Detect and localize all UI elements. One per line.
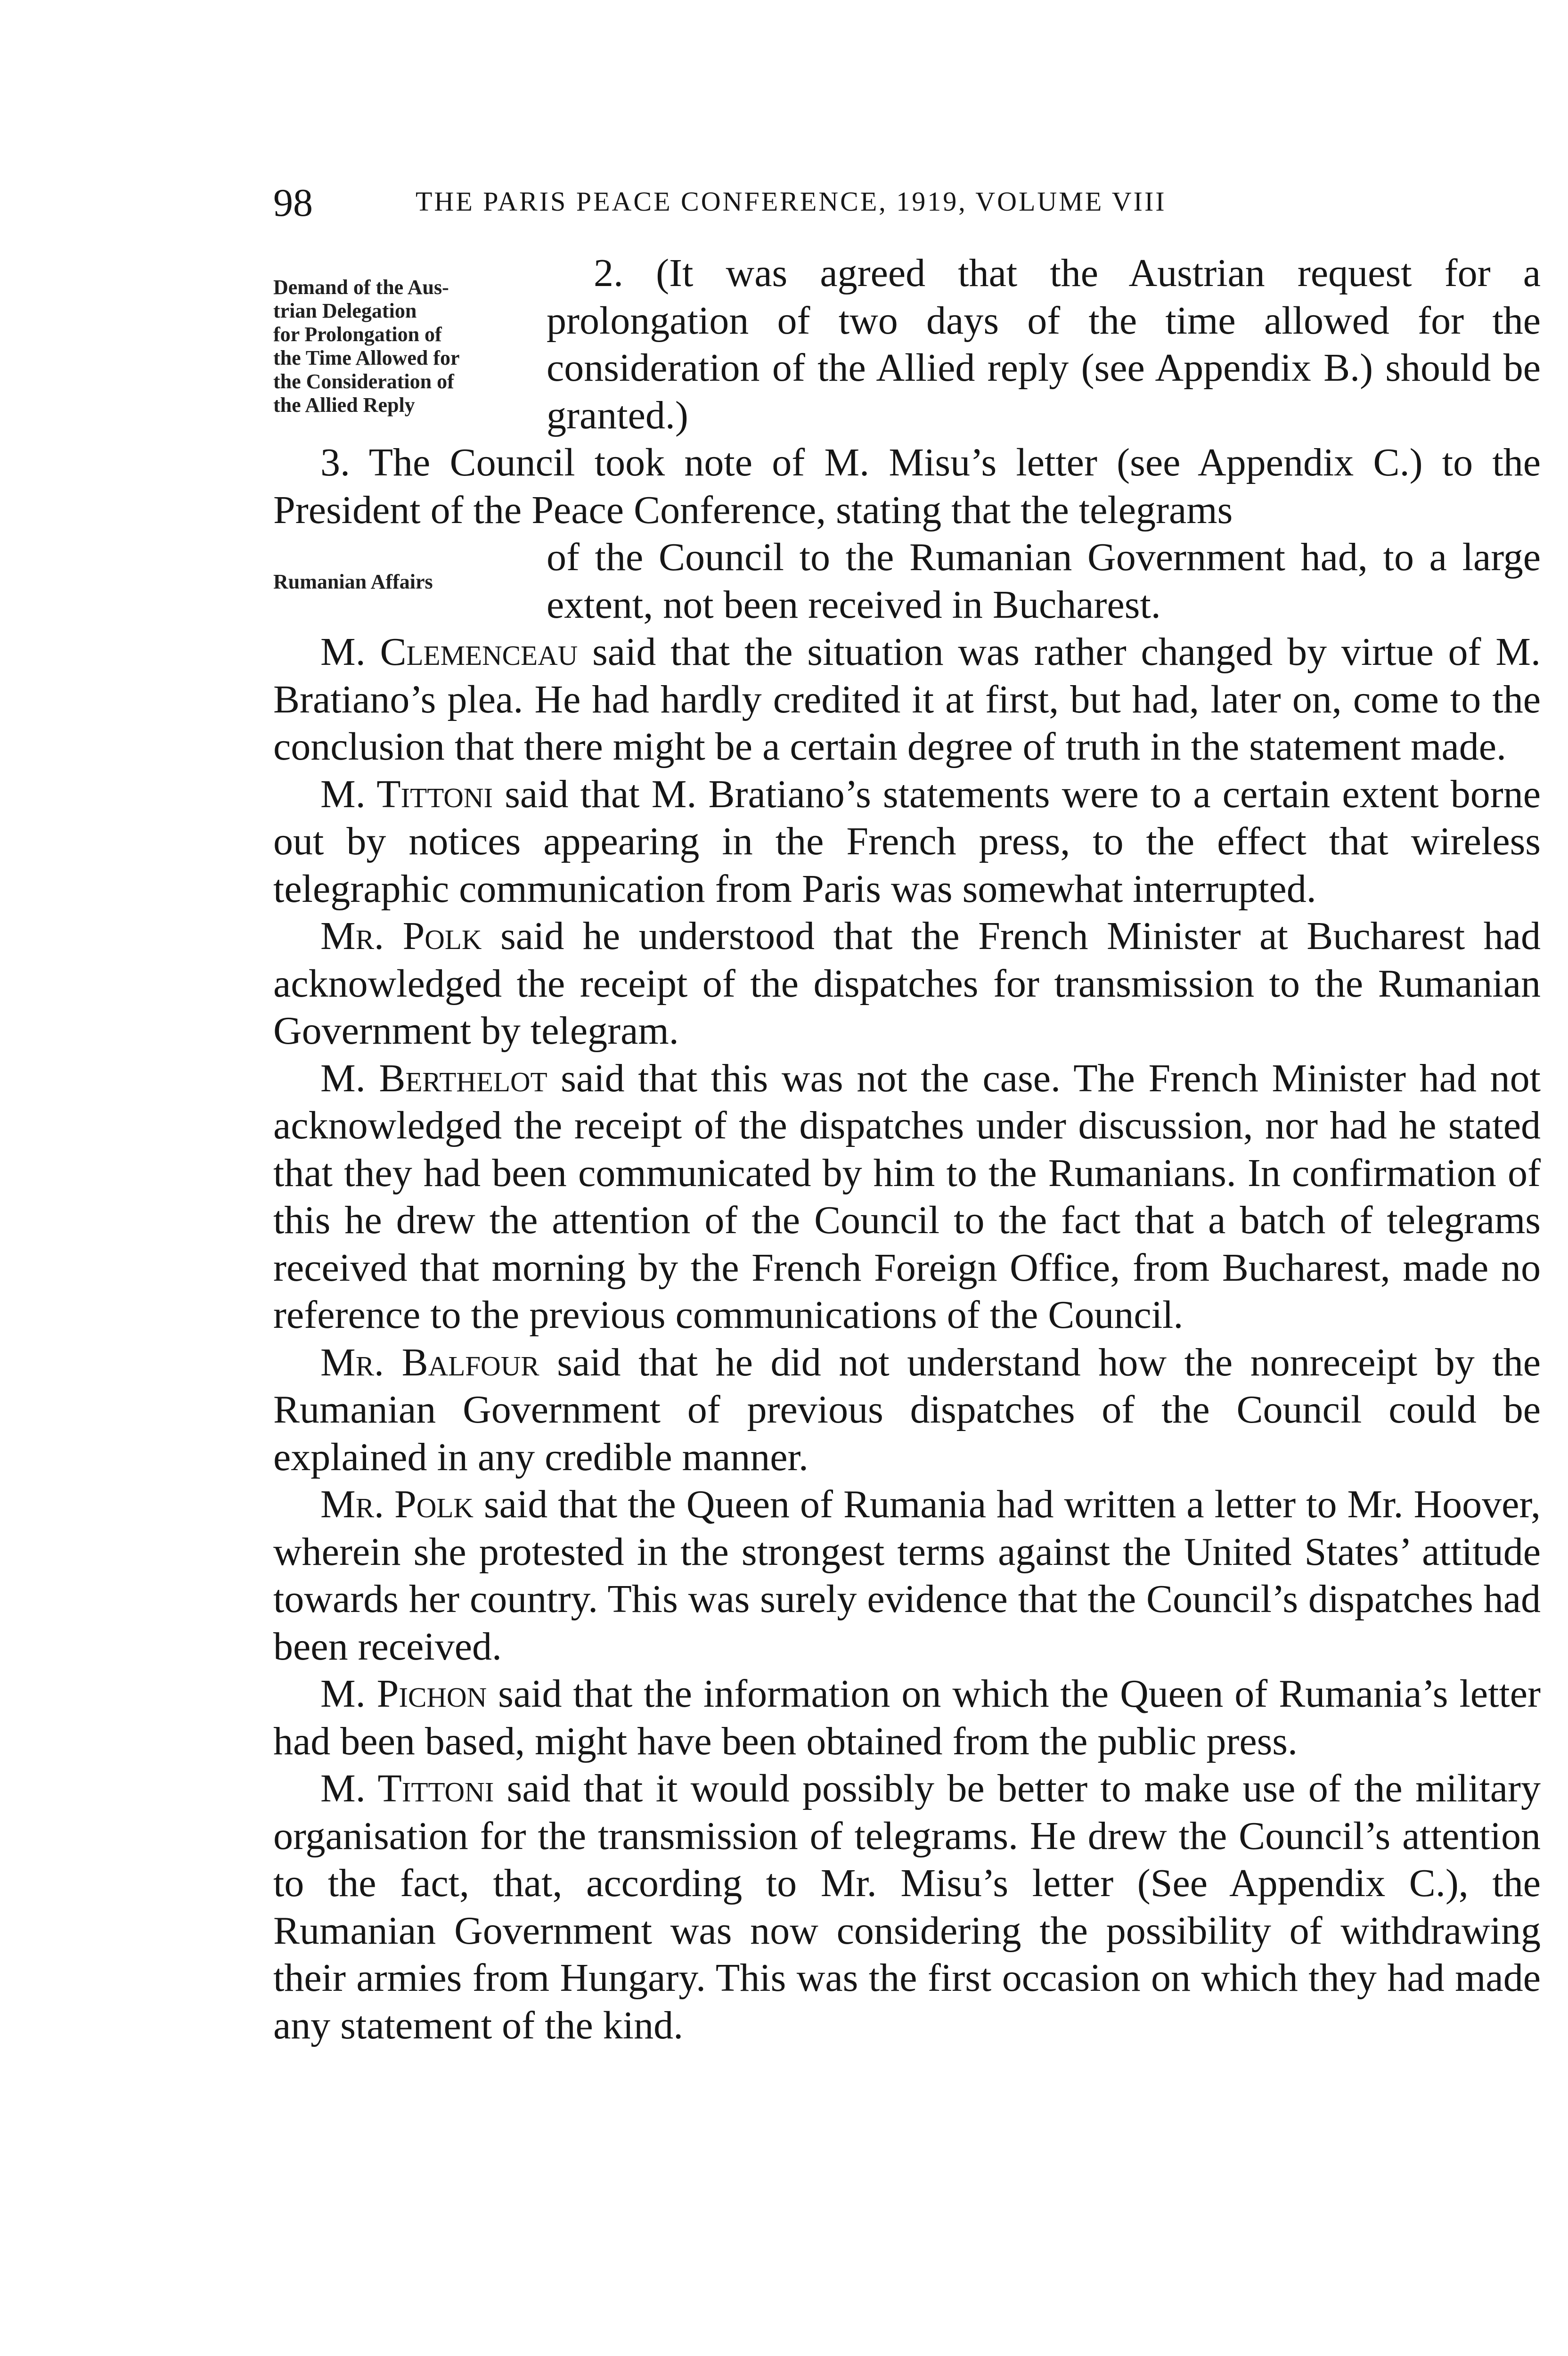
paragraph-polk-1 xyxy=(273,913,1541,1055)
paragraph-text: said he understood that the French Minister at Bucharest had acknowledged the receipt of the dispatches for transmission to the Rumanian Government by telegram. xyxy=(273,914,1541,1053)
speaker-name: Mr. Polk xyxy=(320,1482,474,1526)
sidenote-line: for Prolongation of xyxy=(273,323,442,346)
paragraph-tittoni-1 xyxy=(273,771,1541,913)
speaker-name: M. Pichon xyxy=(320,1672,487,1716)
sidenote-line: the Allied Reply xyxy=(273,393,415,417)
paragraph-pichon xyxy=(273,1670,1541,1765)
sidenote-line: the Time Allowed for xyxy=(273,346,460,369)
page-header xyxy=(273,180,1536,232)
paragraph-text: said that he did not understand how the nonreceipt by the Rumanian Government of previous dispatches of the Council could be explained in any credible manner. xyxy=(273,1340,1541,1479)
paragraph-polk-2 xyxy=(273,1481,1541,1670)
paragraph-misu-letter-b: of the Council to the Rumanian Government had, to a large extent, not been received in Bucharest. xyxy=(547,535,1541,627)
paragraph-text: said that the information on which the Queen of Rumania’s letter had been based, might have been obtained from the public press. xyxy=(273,1672,1541,1763)
sidenote-line: Demand of the Aus- xyxy=(273,276,449,299)
speaker-name: M. Clemenceau xyxy=(320,630,578,674)
speaker-name: Mr. Balfour xyxy=(320,1340,539,1384)
paragraph-berthelot xyxy=(273,1055,1541,1339)
paragraph-text: said that it would possibly be better to make use of the military organisation for the transmission of telegrams. He drew the Council’s attention to the fact, that, according to Mr. Misu’s letter (See Appendix C.), the Rumanian Government was now considering the possibility of withdrawing their armies from Hungary. This was the first occasion on which they had made any statement of the kind. xyxy=(273,1767,1541,2047)
sidenote-line: Rumanian Affairs xyxy=(273,570,433,593)
speaker-name: M. Berthelot xyxy=(320,1056,547,1100)
speaker-name: Mr. Polk xyxy=(320,914,482,958)
sidenote-line: trian Delegation xyxy=(273,299,417,322)
paragraph-text: said that the situation was rather changed by virtue of M. Bratiano’s plea. He had hardly credited it at first, but had, later on, come to the conclusion that there might be a certain degree of truth in the statement made. xyxy=(273,630,1541,769)
speaker-name: M. Tittoni xyxy=(320,1767,494,1810)
paragraph-text: said that the Queen of Rumania had written a letter to Mr. Hoover, wherein she protested in the strongest terms against the United States’ attitude towards her country. This was surely evidence that the Council’s dispatches had been received. xyxy=(273,1482,1541,1669)
page-number: 98 xyxy=(273,181,313,225)
body-text xyxy=(273,250,1541,2049)
sidenote-line: the Consideration of xyxy=(273,370,454,393)
speaker-name: M. Tittoni xyxy=(320,772,493,816)
paragraph-austrian-request: 2. (It was agreed that the Austrian request for a prolongation of two days of the time allowed for the consideration of the Allied reply (see Appendix B.) should be granted.) xyxy=(547,251,1541,437)
paragraph-text: said that this was not the case. The French Minister had not acknowledged the receipt of the dispatches under discussion, nor had he stated that they had been communicated by him to the Rumanians. In confirmation of this he drew the attention of the Council to the fact that a batch of telegrams received that morning by the French Foreign Office, from Bucharest, made no reference to the previous communications of the Council. xyxy=(273,1056,1541,1337)
paragraph-clemenceau xyxy=(273,629,1541,771)
paragraph-text: said that M. Bratiano’s statements were to a certain extent borne out by notices appearing in the French press, to the effect that wireless telegraphic communication from Paris was somewhat interrupted. xyxy=(273,772,1541,911)
paragraph-tittoni-2 xyxy=(273,1765,1541,2049)
paragraph-balfour xyxy=(273,1339,1541,1481)
paragraph-misu-letter-a: 3. The Council took note of M. Misu’s letter (see Appendix C.) to the President of the Peace Conference, stating that the telegrams xyxy=(273,441,1541,532)
running-title: THE PARIS PEACE CONFERENCE, 1919, VOLUME VIII xyxy=(416,186,1167,217)
